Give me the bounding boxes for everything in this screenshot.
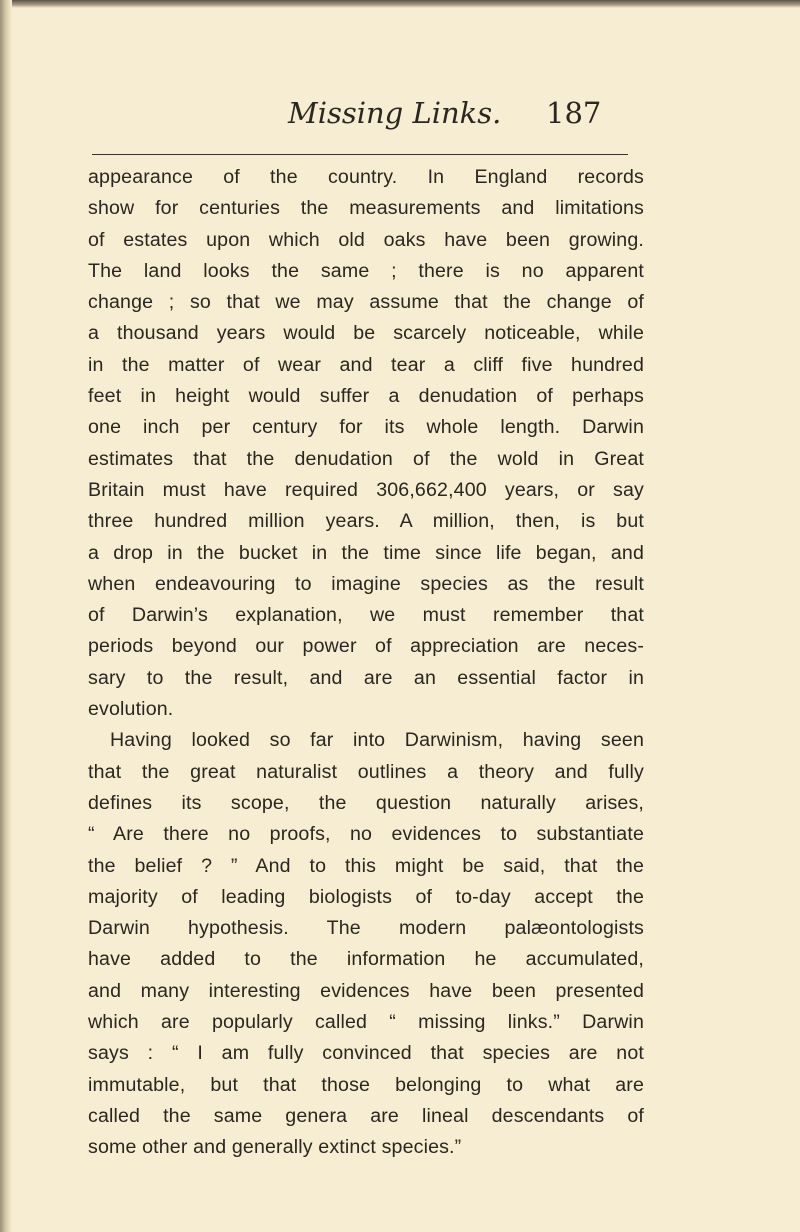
text-line: periods beyond our power of appreciation are neces- [88, 635, 644, 658]
text-line: says : “ I am fully convinced that species are not [88, 1042, 644, 1065]
text-line: show for centuries the measurements and limitations [88, 197, 644, 220]
text-line: appearance of the country. In England records [88, 166, 644, 188]
text-line: of Darwin’s explanation, we must remember that [88, 604, 644, 627]
text-line: majority of leading biologists of to-day accept the [88, 885, 644, 908]
text-line: called the same genera are lineal descendants of [88, 1104, 644, 1127]
text-line: The land looks the same ; there is no apparent [88, 259, 644, 282]
text-line: change ; so that we may assume that the change of [88, 291, 644, 314]
running-head [88, 96, 644, 146]
text-line: Britain must have required 306,662,400 years, or say [88, 478, 644, 501]
text-line: a drop in the bucket in the time since life began, and [88, 541, 644, 564]
page-top-edge [0, 0, 800, 8]
text-line: one inch per century for its whole length. Darwin [88, 416, 644, 439]
paragraph-last-line: some other and generally extinct species.” [88, 1136, 462, 1159]
page-binding-edge [0, 0, 12, 1232]
text-line: Darwin hypothesis. The modern palæontologists [88, 917, 644, 940]
text-line: estimates that the denudation of the wold in Great [88, 447, 644, 470]
running-head-title: Missing Links. [288, 96, 502, 130]
text-line: which are popularly called “ missing links.” Darwin [88, 1011, 644, 1034]
text-line: “ Are there no proofs, no evidences to substantiate [88, 823, 644, 846]
text-line: the belief ? ” And to this might be said, that the [88, 854, 644, 877]
text-line: have added to the information he accumulated, [88, 948, 644, 971]
text-line: a thousand years would be scarcely noticeable, while [88, 322, 644, 345]
body-text [88, 162, 644, 1164]
paragraph-last-line: evolution. [88, 698, 174, 721]
text-line: when endeavouring to imagine species as the result [88, 572, 644, 595]
text-line: immutable, but that those belonging to what are [88, 1073, 644, 1096]
text-line: of estates upon which old oaks have been growing. [88, 228, 644, 251]
header-rule [92, 154, 628, 155]
page-number: 187 [546, 96, 602, 130]
text-line: and many interesting evidences have been presented [88, 979, 644, 1002]
text-line: that the great naturalist outlines a theory and fully [88, 760, 644, 783]
text-line: defines its scope, the question naturally arises, [88, 791, 644, 814]
text-line: feet in height would suffer a denudation of perhaps [88, 385, 644, 408]
text-line: sary to the result, and are an essential factor in [88, 666, 644, 689]
text-line: three hundred million years. A million, then, is but [88, 510, 644, 533]
paragraph-first-line: Having looked so far into Darwinism, having seen [110, 729, 644, 752]
text-line: in the matter of wear and tear a cliff five hundred [88, 353, 644, 376]
